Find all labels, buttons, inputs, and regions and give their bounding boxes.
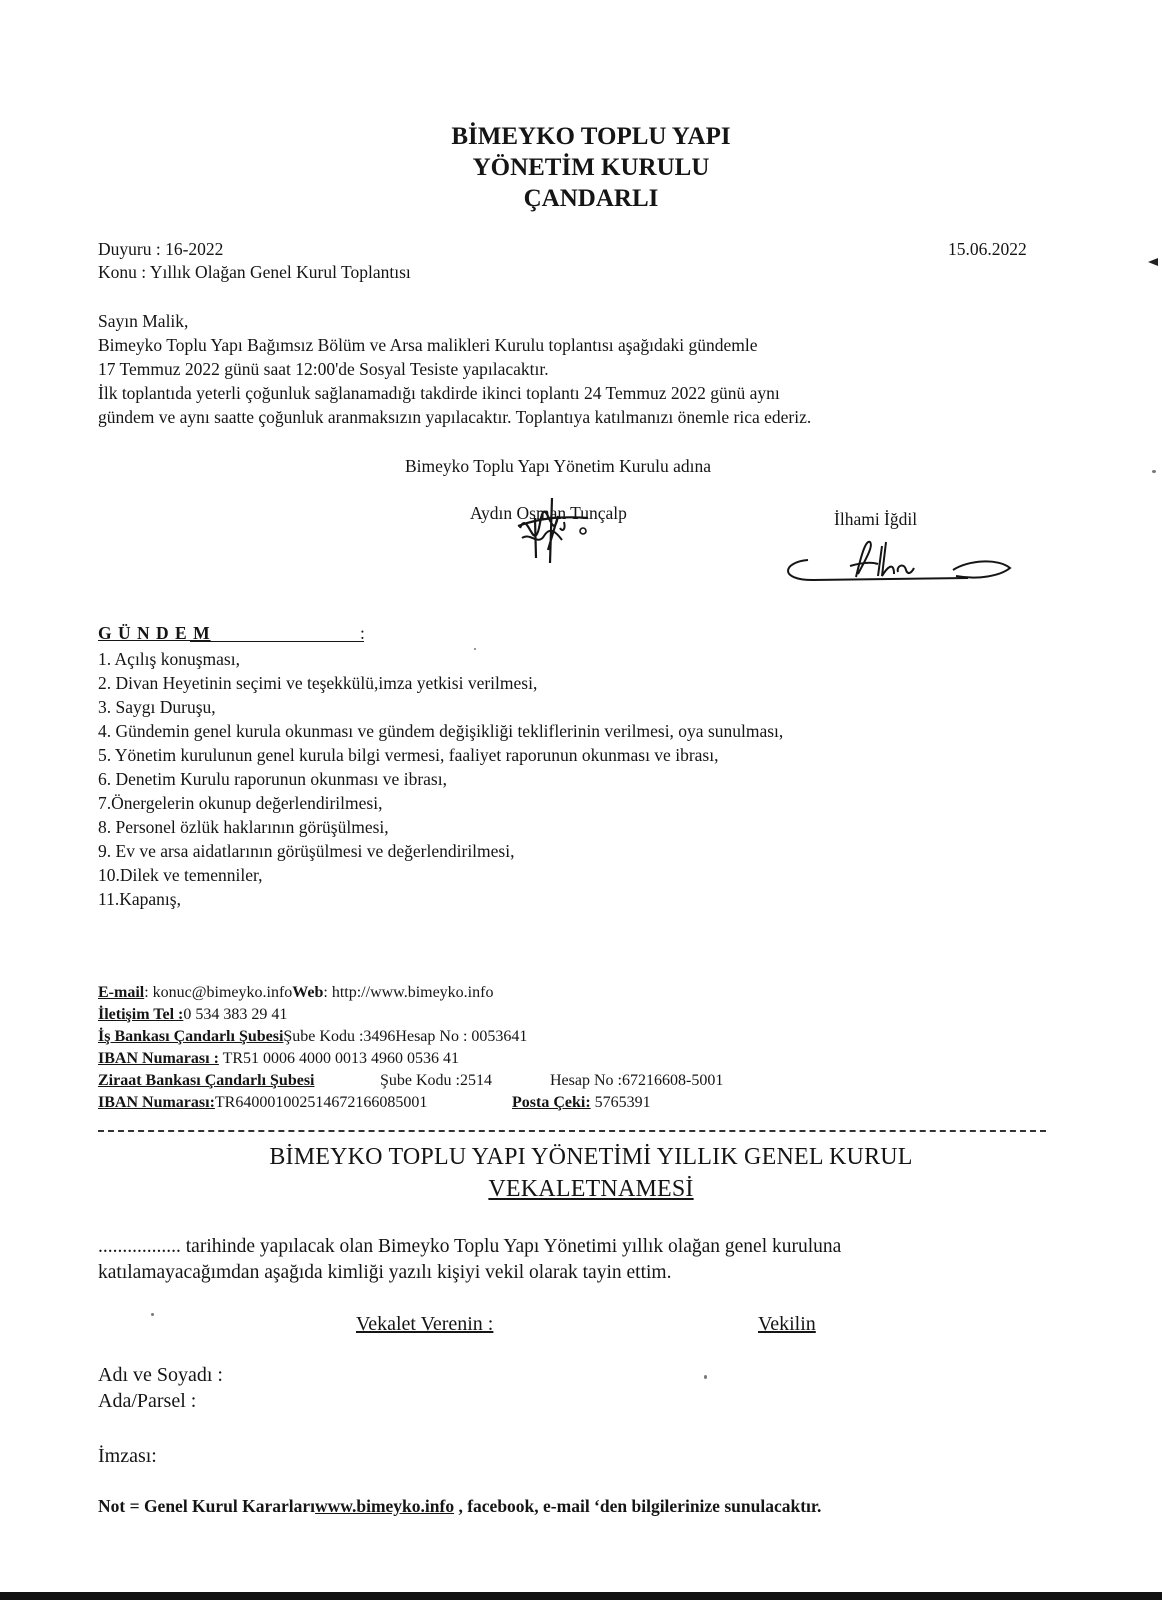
body-line-3: İlk toplantıda yeterli çoğunluk sağlanamadığı takdirde ikinci toplantı 24 Temmuz 2022 günü aynı [98,383,780,403]
signature-left-mark [500,488,600,568]
proxy-title-line-2 [0,1174,1162,1205]
header-line-2: YÖNETİM KURULU [472,154,710,181]
scan-speck [151,1313,154,1316]
scan-speck [1152,470,1156,473]
contact-isbank-line [98,1026,527,1048]
agenda-item: 1. Açılış konuşması, [98,649,240,669]
body-line-2: 17 Temmuz 2022 günü saat 12:00'de Sosyal Tesiste yapılacaktır. [98,359,549,379]
web-label: Web [292,984,324,1001]
agenda-item: 9. Ev ve arsa aidatlarının görüşülmesi ve değerlendirilmesi, [98,841,515,861]
agenda-heading-colon: : [360,623,365,643]
announcement-number: Duyuru : 16-2022 [98,239,224,259]
contact-ziraat-line [98,1070,315,1092]
email-label: E-mail [98,984,145,1001]
agenda-item: 8. Personel özlük haklarının görüşülmesi, [98,817,389,837]
proxy-text-line-1: ................. tarihinde yapılacak olan Bimeyko Toplu Yapı Yönetimi yıllık olağan genel kuruluna [98,1236,842,1257]
signature-right-mark [778,532,1018,602]
agenda-item: 4. Gündemin genel kurula okunması ve gündem değişikliği tekliflerinin verilmesi, oya sunulması, [98,721,784,741]
agenda-item: 3. Saygı Duruşu, [98,697,216,717]
contact-tel-line [98,1004,287,1026]
posta-label: Posta Çeki: [512,1094,591,1111]
field-parcel: Ada/Parsel : [98,1390,197,1412]
agenda-item: 6. Denetim Kurulu raporunun okunması ve ibrası, [98,769,447,789]
agenda-item: 7.Önergelerin okunup değerlendirilmesi, [98,793,383,813]
posta-value: 5765391 [590,1094,651,1111]
note-suffix: , facebook, e-mail ‘den bilgilerinize sunulacaktır. [454,1496,822,1516]
contact-email-line [98,982,493,1004]
agenda-item: 2. Divan Heyetinin seçimi ve teşekkülü,imza yetkisi verilmesi, [98,673,538,693]
proxy-giver-column: Vekalet Verenin : [356,1313,494,1335]
header-line-1: BİMEYKO TOPLU YAPI [451,123,731,150]
tel-value: 0 534 383 29 41 [183,1006,288,1023]
salutation: Sayın Malik, [98,311,189,331]
iban2-label: IBAN Numarası: [98,1094,215,1111]
scan-edge-mark [1148,258,1158,266]
scan-bottom-edge [0,1592,1162,1600]
isbank-label: İş Bankası Çandarlı Şubesi [98,1028,284,1045]
agenda-item: 10.Dilek ve temenniler, [98,865,263,885]
iban1-label: IBAN Numarası : [98,1050,219,1067]
ziraat-label: Ziraat Bankası Çandarlı Şubesi [98,1072,315,1089]
signatory-left-name: Aydın Osman Tunçalp [470,503,627,523]
proxy-text-line-2: katılamayacağımdan aşağıda kimliği yazılı kişiyi vekil olarak tayin ettim. [98,1262,672,1283]
contact-posta-line [512,1092,651,1114]
scan-speck [474,648,476,650]
scan-speck [704,1375,707,1379]
field-name-surname: Adı ve Soyadı : [98,1364,223,1386]
footer-note [98,1494,821,1518]
subject-line: Konu : Yıllık Olağan Genel Kurul Toplantısı [98,262,411,282]
agenda-item: 11.Kapanış, [98,889,181,909]
ziraat-branch: Şube Kodu :2514 [380,1072,492,1089]
proxy-title-word: VEKALETNAMESİ [488,1176,694,1202]
proxy-title-line-1: BİMEYKO TOPLU YAPI YÖNETİMİ YILLIK GENEL KURUL [269,1144,913,1170]
iban2-value: TR640001002514672166085001 [214,1094,428,1111]
note-prefix: Not = Genel Kurul Kararları [98,1496,316,1516]
cut-line-divider [98,1130,1046,1132]
field-signature: İmzası: [98,1445,157,1467]
header-line-3: ÇANDARLI [523,185,659,212]
ziraat-account: Hesap No :67216608-5001 [550,1072,724,1089]
isbank-value: Şube Kodu :3496Hesap No : 0053641 [283,1028,528,1045]
iban1-value: TR51 0006 4000 0013 4960 0536 41 [218,1050,460,1067]
contact-iban1-line [98,1048,459,1070]
body-line-1: Bimeyko Toplu Yapı Bağımsız Bölüm ve Arsa malikleri Kurulu toplantısı aşağıdaki gündemle [98,335,758,355]
body-line-4: gündem ve aynı saatte çoğunluk aranmaksızın yapılacaktır. Toplantıya katılmanızı önemle rica ederiz. [98,407,812,427]
contact-iban2-line [98,1092,427,1114]
signatory-right-name: İlhami İğdil [834,509,918,529]
agenda-heading-underline [190,641,364,642]
email-value[interactable]: : konuc@bimeyko.info [144,984,293,1001]
document-date: 15.06.2022 [948,239,1027,259]
on-behalf-line: Bimeyko Toplu Yapı Yönetim Kurulu adına [405,456,711,476]
agenda-item: 5. Yönetim kurulunun genel kurula bilgi vermesi, faaliyet raporunun okunması ve ibrası, [98,745,719,765]
web-value[interactable]: : http://www.bimeyko.info [323,984,494,1001]
proxy-holder-column: Vekilin [758,1313,816,1335]
agenda-heading: G Ü N D E M [98,623,211,643]
tel-label: İletişim Tel : [98,1006,184,1023]
note-website-link[interactable]: www.bimeyko.info [315,1496,455,1516]
